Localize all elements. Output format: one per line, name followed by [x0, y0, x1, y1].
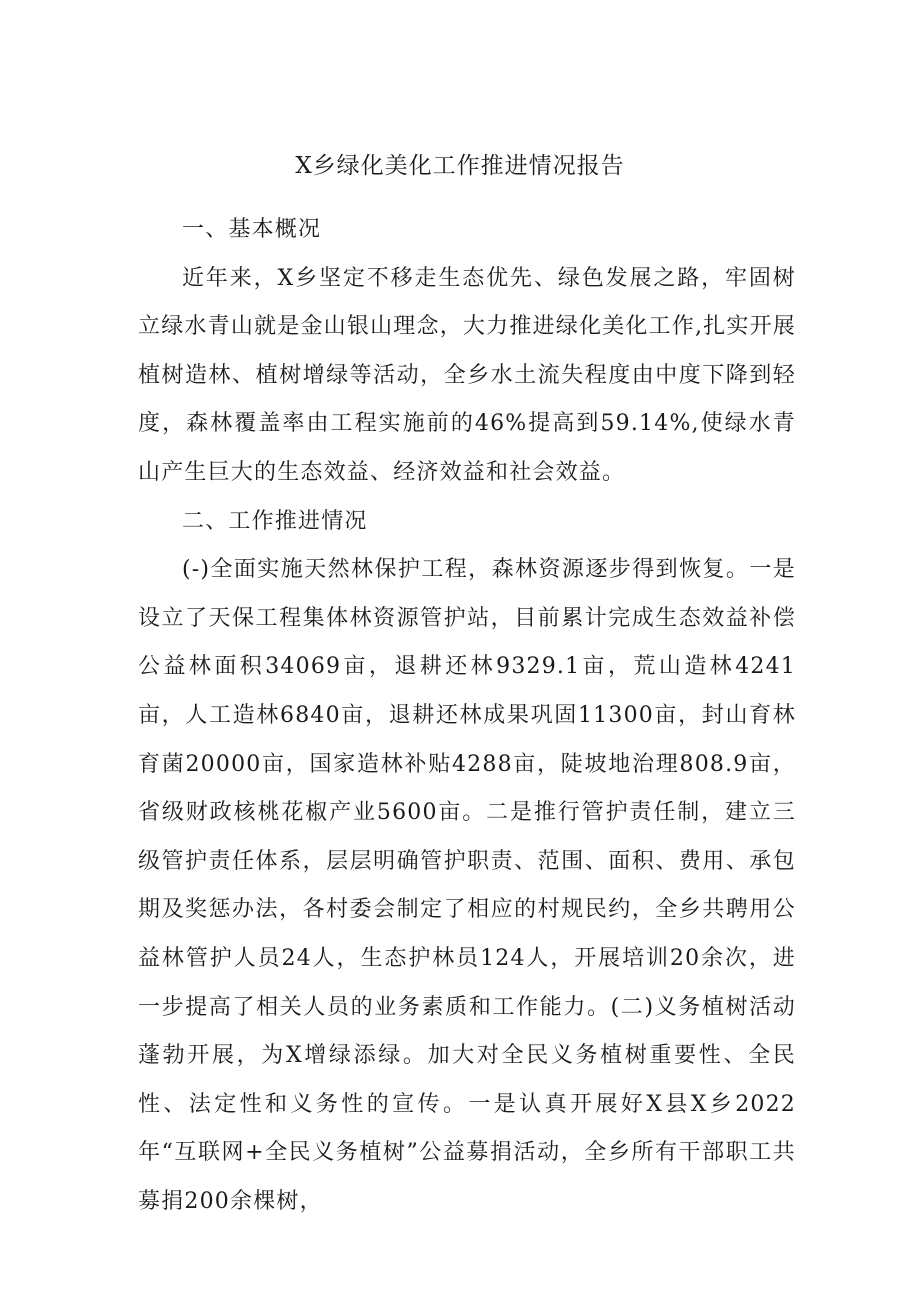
section-1-heading: 一、基本概况	[182, 217, 322, 242]
document-title: X乡绿化美化工作推进情况报告	[295, 153, 625, 179]
section-2-paragraph: (-)全面实施天然林保护工程，森林资源逐步得到恢复。一是设立了天保工程集体林资源管护站，目前累计完成生态效益补偿公益林面积34069亩，退耕还林9329.1亩，荒山造林4241亩，人工造林6840亩，退耕还林成果巩固11300亩，封山育林育菌20000亩，国家造林补贴4288亩，陡坡地治理808.9亩，省级财政核桃花椒产业5600亩。二是推行管护责任制，建立三级管护责任体系，层层明确管护职责、范围、面积、费用、承包期及奖惩办法，各村委会制定了相应的村规民约，全乡共聘用公益林管护人员24人，生态护林员124人，开展培训20余次，进一步提高了相关人员的业务素质和工作能力。(二)义务植树活动蓬勃开展，为X增绿添绿。加大对全民义务植树重要性、全民性、法定性和义务性的宣传。一是认真开展好X县X乡2022年“互联网+全民义务植树”公益募捐活动，全乡所有干部职工共募捐200余棵树，	[138, 557, 796, 1214]
document-body	[138, 206, 796, 1226]
section-1-paragraph: 近年来，X乡坚定不移走生态优先、绿色发展之路，牢固树立绿水青山就是金山银山理念，大力推进绿化美化工作,扎实开展植树造林、植树增绿等活动，全乡水土流失程度由中度下降到轻度，森林覆盖率由工程实施前的46%提高到59.14%,使绿水青山产生巨大的生态效益、经济效益和社会效益。	[138, 265, 796, 485]
section-2-heading: 二、工作推进情况	[182, 508, 368, 534]
